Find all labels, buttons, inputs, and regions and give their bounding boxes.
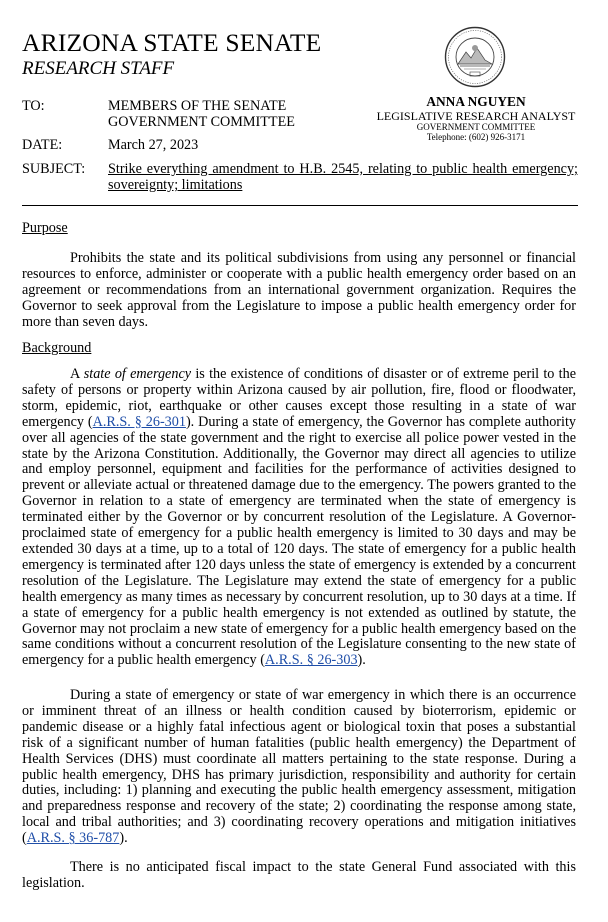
analyst-title: LEGISLATIVE RESEARCH ANALYST — [376, 109, 576, 123]
subject-label: SUBJECT: — [22, 161, 86, 177]
purpose-paragraph: Prohibits the state and its political subdivisions from using any personnel or financial resources to enforce, administer or cooperate with a public health emergency order based on an agreement or recommendations from an international government organization. Requires the Governor to seek approval from the Legislature to impose a public health emergency order for more than seven days. — [22, 250, 576, 330]
background-paragraph-2: During a state of emergency or state of war emergency in which there is an occurrence or imminent threat of an illness or health condition caused by bioterrorism, epidemic or pandemic disease or a highly fatal infectious agent or biological toxin that poses a substantial risk of a significant number of human fatalities (public health emergency) the Department of Health Services (DHS) must coordinate all matters pertaining to the state response. During a public health emergency, DHS has primary jurisdiction, responsibility and authority for certain duties, including: 1) planning and executing the public health emergency assessment, mitigation and preparedness response and recovery of the state; 2) coordinating the response among state, local and tribal authorities; and 3) coordinating recovery operations and mitigation initiatives (A.R.S. § 36-787). — [22, 687, 576, 847]
ars-36-787-link[interactable]: A.R.S. § 36-787 — [26, 830, 120, 847]
analyst-committee: GOVERNMENT COMMITTEE — [416, 122, 536, 132]
letterhead-org: ARIZONA STATE SENATE — [22, 28, 322, 57]
to-label: TO: — [22, 98, 45, 114]
to-line-2: GOVERNMENT COMMITTEE — [108, 114, 295, 130]
date-label: DATE: — [22, 137, 63, 153]
analyst-name: ANNA NGUYEN — [426, 94, 526, 109]
letterhead-dept: RESEARCH STAFF — [22, 58, 175, 79]
background-paragraph-1: A state of emergency is the existence of conditions of disaster or of extreme peril to the safety of persons or property within Arizona caused by air pollution, fire, flood or floodwater, storm, epidemic, riot, earthquake or other causes except those resulting in a state of war emergency (A.R.S. § 26-301). During a state of emergency, the Governor has complete authority over all agencies of the state government and the right to exercise all police power vested in the state by the Arizona Constitution. Additionally, the Governor may direct all agencies to utilize and employ personnel, equipment and facilities for the performance of activities designed to prevent or alleviate actual or threatened damage due to the emergency. The powers granted to the Governor in relation to a state of emergency are terminated when the state of emergency is terminated either by the Governor or by concurrent resolution of the Legislature. A Governor-proclaimed state of emergency for a public health emergency is limited to 30 days and may be extended 30 days at a time, up to a total of 120 days. The state of emergency for a public health emergency is terminated after 120 days unless the state of emergency is extended by a concurrent resolution of the Legislature. The Legislature may extend the state of emergency for a public health emergency as many times as necessary by concurrent resolution, up to 30 days at a time. If a state of emergency for a public health emergency is not extended as outlined by statute, the Governor may not proclaim a new state of emergency for a public health emergency based on the same conditions without a concurrent resolution of the Legislature consenting to the new state of emergency for a public health emergency (A.R.S. § 26-303). — [22, 366, 576, 669]
background-heading: Background — [22, 340, 92, 356]
analyst-phone: Telephone: (602) 926-3171 — [426, 132, 526, 142]
ars-26-301-link[interactable]: A.R.S. § 26-301 — [92, 413, 186, 430]
fiscal-impact-paragraph: There is no anticipated fiscal impact to the state General Fund associated with this legislation. — [22, 859, 576, 891]
state-seal-icon — [444, 26, 506, 88]
date-value: March 27, 2023 — [108, 137, 199, 153]
subject-value: Strike everything amendment to H.B. 2545, relating to public health emergency; sovereignty; limitations — [108, 161, 578, 193]
state-of-emergency-term: state of emergency — [83, 366, 192, 382]
purpose-heading: Purpose — [22, 220, 68, 236]
ars-26-303-link[interactable]: A.R.S. § 26-303 — [264, 652, 358, 669]
header-divider — [22, 205, 578, 206]
to-line-1: MEMBERS OF THE SENATE — [108, 98, 287, 114]
